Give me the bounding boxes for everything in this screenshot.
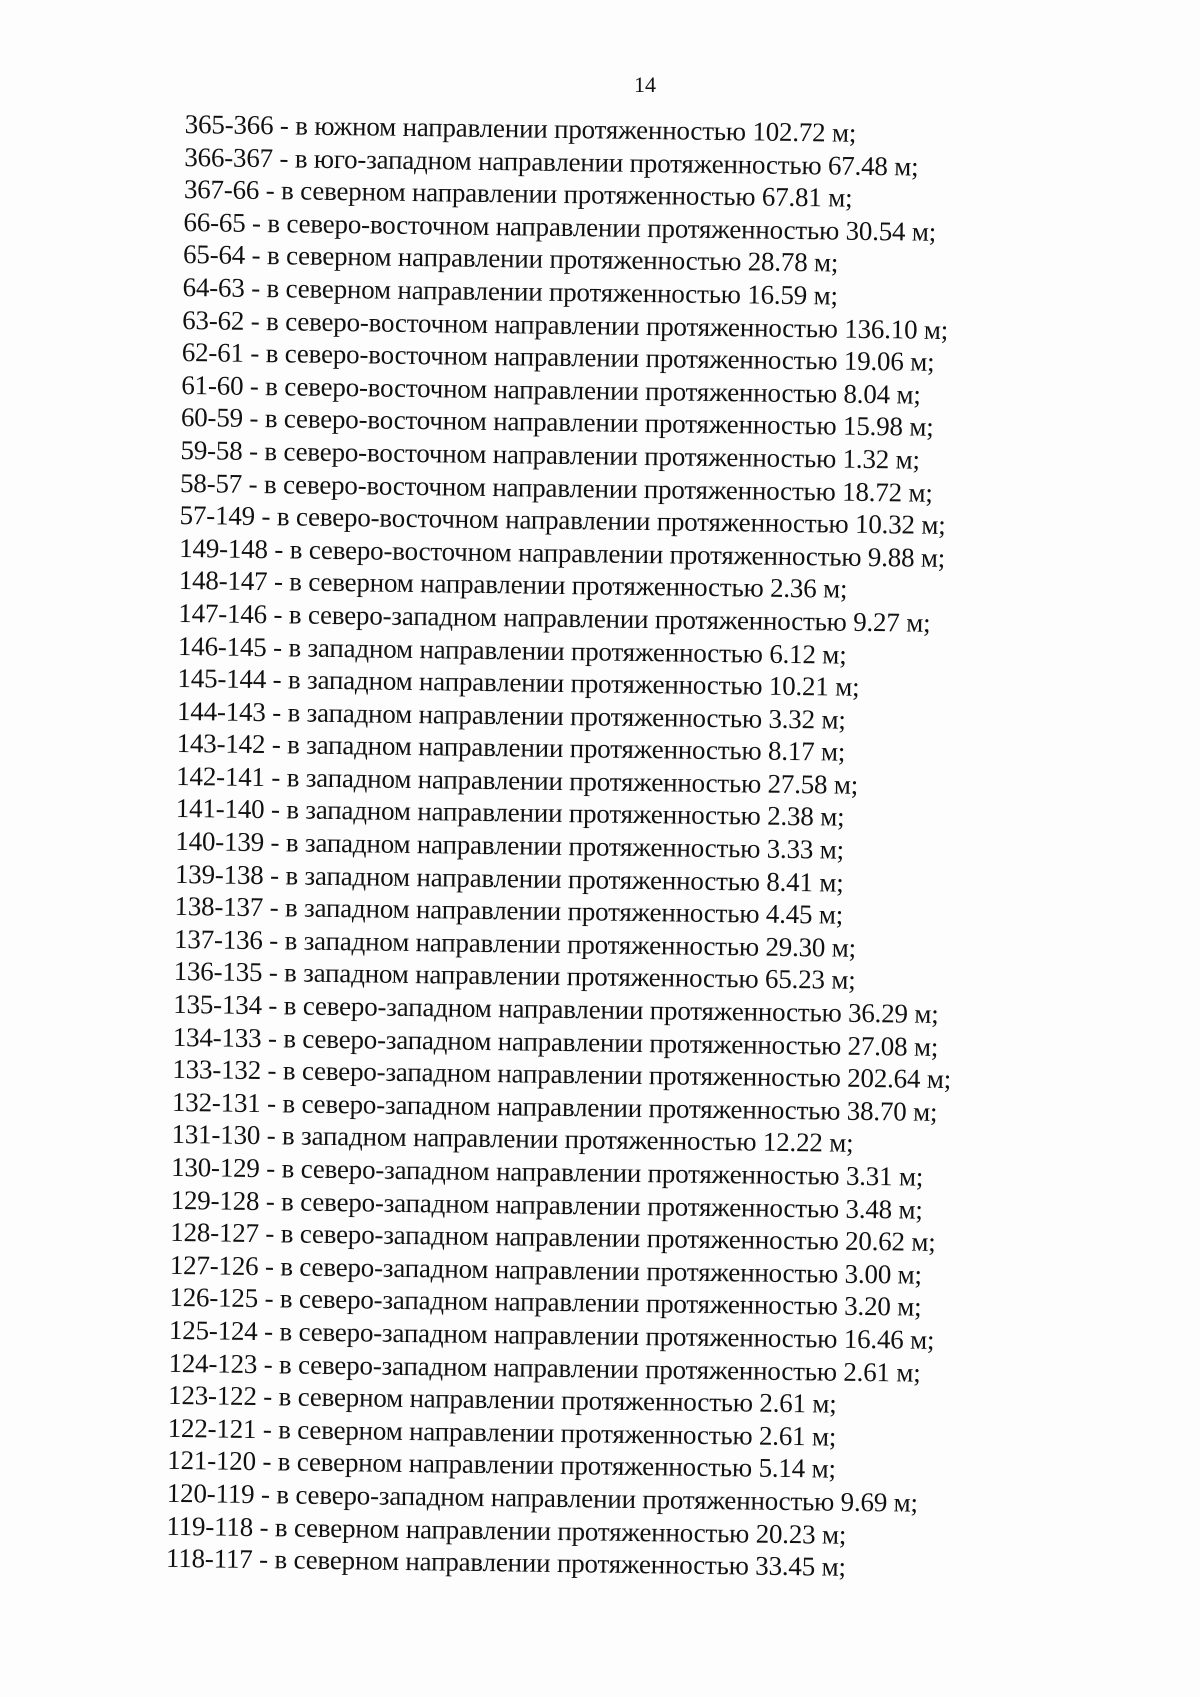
boundary-segment-line: 66-65 - в северо-восточном направлении протяженностью 30.54 м; (183, 206, 937, 247)
boundary-segment-line: 147-146 - в северо-западном направлении протяженностью 9.27 м; (178, 597, 931, 638)
boundary-segment-line: 149-148 - в северо-восточном направлении протяженностью 9.88 м; (179, 532, 946, 573)
boundary-segment-line: 58-57 - в северо-восточном направлении протяженностью 18.72 м; (179, 467, 933, 508)
boundary-segment-line: 129-128 - в северо-западном направлении протяженностью 3.48 м; (170, 1184, 923, 1225)
boundary-segment-line: 123-122 - в северном направлении протяженностью 2.61 м; (167, 1380, 837, 1419)
boundary-segment-line: 63-62 - в северо-восточном направлении протяженностью 136.10 м; (182, 304, 949, 345)
boundary-segment-line: 118-117 - в северном направлении протяженностью 33.45 м; (165, 1543, 846, 1582)
boundary-segment-line: 126-125 - в северо-западном направлении протяженностью 3.20 м; (169, 1282, 922, 1323)
boundary-segment-line: 125-124 - в северо-западном направлении протяженностью 16.46 м; (168, 1314, 935, 1355)
boundary-segment-line: 132-131 - в северо-западном направлении протяженностью 38.70 м; (171, 1086, 938, 1127)
boundary-segment-line: 135-134 - в северо-западном направлении протяженностью 36.29 м; (173, 988, 939, 1029)
boundary-segment-line: 365-366 - в южном направлении протяженностью 102.72 м; (184, 108, 857, 148)
page-number: 14 (634, 72, 656, 97)
boundary-segment-line: 139-138 - в западном направлении протяженностью 8.41 м; (174, 858, 844, 898)
boundary-segment-line: 137-136 - в западном направлении протяженностью 29.30 м; (173, 923, 857, 963)
boundary-segment-line: 127-126 - в северо-западном направлении протяженностью 3.00 м; (169, 1249, 923, 1290)
boundary-segment-line: 131-130 - в западном направлении протяженностью 12.22 м; (171, 1119, 854, 1159)
boundary-segment-line: 120-119 - в северо-западном направлении протяженностью 9.69 м; (166, 1477, 919, 1518)
boundary-description-list (166, 108, 964, 1585)
boundary-segment-line: 145-144 - в западном направлении протяженностью 10.21 м; (177, 663, 860, 702)
boundary-segment-line: 367-66 - в северном направлении протяженностью 67.81 м; (183, 174, 853, 213)
boundary-segment-line: 61-60 - в северо-восточном направлении протяженностью 8.04 м; (181, 369, 921, 410)
boundary-segment-line: 128-127 - в северо-западном направлении протяженностью 20.62 м; (170, 1217, 936, 1258)
boundary-segment-line: 121-120 - в северном направлении протяженностью 5.14 м; (167, 1445, 836, 1484)
boundary-segment-line: 62-61 - в северо-восточном направлении протяженностью 19.06 м; (181, 337, 935, 377)
boundary-segment-line: 133-132 - в северо-западном направлении протяженностью 202.64 м; (172, 1054, 952, 1095)
boundary-segment-line: 141-140 - в западном направлении протяженностью 2.38 м; (175, 793, 845, 833)
boundary-segment-line: 142-141 - в западном направлении протяженностью 27.58 м; (176, 760, 859, 800)
boundary-segment-line: 146-145 - в западном направлении протяженностью 6.12 м; (177, 630, 847, 670)
boundary-segment-line: 366-367 - в юго-западном направлении протяженностью 67.48 м; (184, 141, 919, 182)
boundary-segment-line: 136-135 - в западном направлении протяженностью 65.23 м; (173, 956, 856, 996)
boundary-segment-line: 130-129 - в северо-западном направлении протяженностью 3.31 м; (170, 1151, 924, 1192)
boundary-segment-line: 138-137 - в западном направлении протяженностью 4.45 м; (174, 891, 844, 930)
boundary-segment-line: 140-139 - в западном направлении протяженностью 3.33 м; (175, 826, 845, 865)
boundary-segment-line: 148-147 - в северном направлении протяженностью 2.36 м; (178, 565, 848, 605)
boundary-segment-line: 124-123 - в северо-западном направлении протяженностью 2.61 м; (168, 1347, 921, 1388)
boundary-segment-line: 122-121 - в северном направлении протяженностью 2.61 м; (167, 1412, 837, 1452)
boundary-segment-line: 65-64 - в северном направлении протяженностью 28.78 м; (182, 239, 839, 278)
boundary-segment-line: 119-118 - в северном направлении протяженностью 20.23 м; (166, 1510, 847, 1550)
boundary-segment-line: 134-133 - в северо-западном направлении протяженностью 27.08 м; (172, 1021, 939, 1062)
boundary-segment-line: 60-59 - в северо-восточном направлении протяженностью 15.98 м; (180, 402, 934, 443)
boundary-segment-line: 59-58 - в северо-восточном направлении протяженностью 1.32 м; (180, 434, 921, 475)
boundary-segment-line: 144-143 - в западном направлении протяженностью 3.32 м; (176, 695, 846, 735)
boundary-segment-line: 64-63 - в северном направлении протяженностью 16.59 м; (182, 271, 839, 311)
boundary-segment-line: 143-142 - в западном направлении протяженностью 8.17 м; (176, 728, 846, 767)
boundary-segment-line: 57-149 - в северо-восточном направлении протяженностью 10.32 м; (179, 500, 946, 541)
